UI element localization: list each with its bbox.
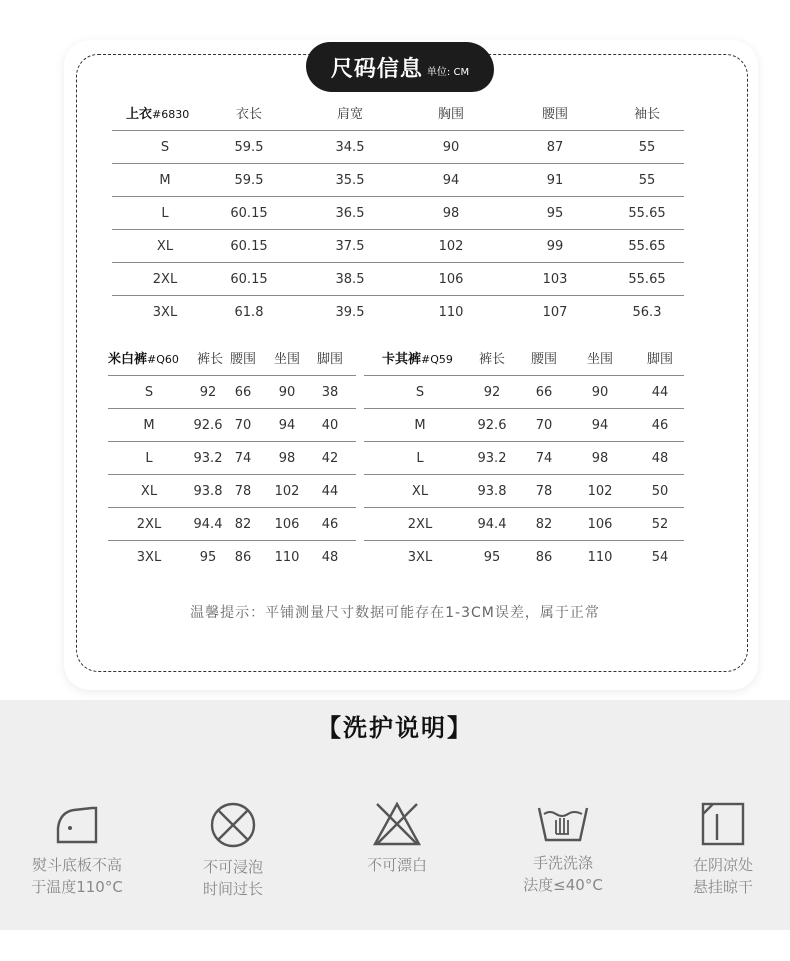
table-cell: 60.15 [230,272,268,287]
size-title-badge [306,42,494,92]
table-cell: 37.5 [335,239,365,254]
table-cell: 48 [321,550,339,565]
table-cell: 107 [542,305,568,320]
table-header-name: 上衣#6830 [126,107,190,122]
table-row [108,377,356,409]
measurement-note: 温馨提示：平铺测量尺寸数据可能存在1-3CM误差，属于正常 [190,605,600,621]
table-cell: 94 [591,418,609,433]
table-cell: 39.5 [335,305,365,320]
table-cell: 54 [651,550,669,565]
table-header-cell: 肩宽 [336,107,363,122]
table-cell: 55 [638,140,656,155]
table-cell: 44 [321,484,339,499]
table-header-cell: 坐围 [273,352,300,367]
no-soak-icon [208,800,258,850]
table-cell: 102 [438,239,464,254]
table-cell: 87 [546,140,564,155]
table-row [112,198,684,230]
table-row [364,410,684,442]
table-row [364,443,684,475]
table-header-cell: 袖长 [633,107,660,122]
table-cell: 82 [535,517,553,532]
table-cell: 61.8 [234,305,264,320]
table-cell: 60.15 [230,206,268,221]
table-header-cell: 腰围 [541,107,568,122]
table-cell: 99 [546,239,564,254]
table-cell: 90 [278,385,296,400]
table-cell: 102 [274,484,300,499]
table-cell: 94.4 [477,517,507,532]
table-cell: 78 [234,484,252,499]
care-label-no-soak-1: 不可浸泡 [202,858,263,876]
no-bleach-icon [371,800,423,848]
table-cell: 86 [234,550,252,565]
table-cell: 93.8 [477,484,507,499]
table-cell: 95 [199,550,217,565]
care-label-iron-2: 于温度110°C [31,878,123,896]
table-cell: XL [140,484,158,499]
table-row [112,132,684,164]
table-cell: L [416,451,424,466]
table-cell: 59.5 [234,140,264,155]
table-cell: 35.5 [335,173,365,188]
table-cell: 93.2 [193,451,223,466]
table-cell: XL [411,484,429,499]
table-cell: 74 [234,451,252,466]
care-label-no-soak-2: 时间过长 [202,880,263,898]
table-row [108,443,356,475]
table-cell: 2XL [152,272,178,287]
table-header-cell: 腰围 [229,352,256,367]
table-cell: 92.6 [193,418,223,433]
table-cell: 106 [587,517,613,532]
table-cell: 52 [651,517,669,532]
right-pants-table [364,344,684,576]
table-row [364,509,684,541]
table-row [108,476,356,508]
table-row [112,165,684,197]
table-cell: 90 [591,385,609,400]
table-cell: 36.5 [335,206,365,221]
table-header-cell: 坐围 [586,352,613,367]
table-header-name: 米白裤#Q60 [108,352,179,367]
table-cell: 38.5 [335,272,365,287]
table-row [112,264,684,296]
table-cell: 34.5 [335,140,365,155]
table-cell: 74 [535,451,553,466]
table-cell: 40 [321,418,339,433]
table-cell: 94 [278,418,296,433]
table-cell: 95 [546,206,564,221]
care-title: 【洗护说明】 [317,714,473,742]
table-header-cell: 腰围 [530,352,557,367]
care-label-shade-dry-1: 在阴凉处 [692,856,753,874]
care-item-iron [12,800,142,898]
table-cell: S [160,140,170,155]
table-cell: 98 [442,206,460,221]
table-cell: 98 [278,451,296,466]
left-pants-table [108,344,356,576]
table-cell: S [415,385,425,400]
table-cell: 86 [535,550,553,565]
table-cell: 66 [234,385,252,400]
care-label-shade-dry-2: 悬挂晾干 [692,878,753,896]
table-cell: 91 [546,173,564,188]
table-cell: 90 [442,140,460,155]
table-cell: 38 [321,385,339,400]
table-cell: 59.5 [234,173,264,188]
table-header-cell: 裤长 [196,352,223,367]
table-cell: 44 [651,385,669,400]
table-cell: M [143,418,155,433]
table-cell: S [144,385,154,400]
iron-icon [52,800,102,848]
table-cell: 93.2 [477,451,507,466]
table-header-name: 卡其裤#Q59 [382,352,453,367]
table-row [108,542,356,574]
table-cell: 56.3 [632,305,662,320]
shade-dry-icon [699,800,747,848]
table-cell: 3XL [136,550,162,565]
size-title: 尺码信息 [330,56,423,82]
table-cell: 78 [535,484,553,499]
table-cell: 92 [483,385,501,400]
care-label-no-bleach-1: 不可漂白 [366,856,427,874]
table-cell: 103 [542,272,568,287]
table-cell: 48 [651,451,669,466]
care-label-hand-wash-1: 手洗洗涤 [532,854,593,872]
table-cell: 110 [587,550,613,565]
table-row [364,542,684,574]
care-item-no-soak [168,800,298,900]
table-cell: 92.6 [477,418,507,433]
table-cell: 93.8 [193,484,223,499]
table-cell: M [414,418,426,433]
table-cell: 55.65 [628,272,666,287]
table-cell: 3XL [152,305,178,320]
table-row [108,410,356,442]
table-cell: 46 [321,517,339,532]
table-cell: 60.15 [230,239,268,254]
table-row [364,476,684,508]
size-unit: 单位: CM [426,66,470,78]
table-cell: 50 [651,484,669,499]
care-item-no-bleach [332,800,462,876]
table-row [112,297,684,329]
table-cell: 55.65 [628,239,666,254]
table-header-row [112,99,684,131]
table-header-cell: 脚围 [316,352,343,367]
care-item-shade-dry [658,800,788,898]
table-cell: 110 [438,305,464,320]
table-cell: 82 [234,517,252,532]
table-cell: 2XL [136,517,162,532]
hand-wash-icon [536,800,590,846]
table-cell: 46 [651,418,669,433]
table-header-cell: 衣长 [235,107,262,122]
table-cell: 70 [234,418,252,433]
table-cell: 98 [591,451,609,466]
table-cell: L [145,451,153,466]
table-cell: 102 [587,484,613,499]
table-cell: 66 [535,385,553,400]
table-cell: 94.4 [193,517,223,532]
table-header-cell: 胸围 [437,107,464,122]
table-cell: XL [156,239,174,254]
table-cell: 2XL [407,517,433,532]
table-header-cell: 裤长 [478,352,505,367]
care-label-hand-wash-2: 法度≤40°C [523,876,603,894]
table-header-row [364,344,684,376]
table-header-row [108,344,356,376]
table-cell: 106 [438,272,464,287]
table-cell: 94 [442,173,460,188]
care-label-iron-1: 熨斗底板不高 [31,856,122,874]
table-row [108,509,356,541]
table-cell: 92 [199,385,217,400]
table-cell: L [161,206,169,221]
table-cell: 110 [274,550,300,565]
table-cell: 55.65 [628,206,666,221]
table-row [364,377,684,409]
table-cell: M [159,173,171,188]
table-header-cell: 脚围 [646,352,673,367]
table-cell: 55 [638,173,656,188]
top-size-table [112,99,684,331]
table-cell: 3XL [407,550,433,565]
table-cell: 95 [483,550,501,565]
table-cell: 70 [535,418,553,433]
table-cell: 106 [274,517,300,532]
care-item-hand-wash [498,800,628,896]
table-cell: 42 [321,451,339,466]
table-row [112,231,684,263]
